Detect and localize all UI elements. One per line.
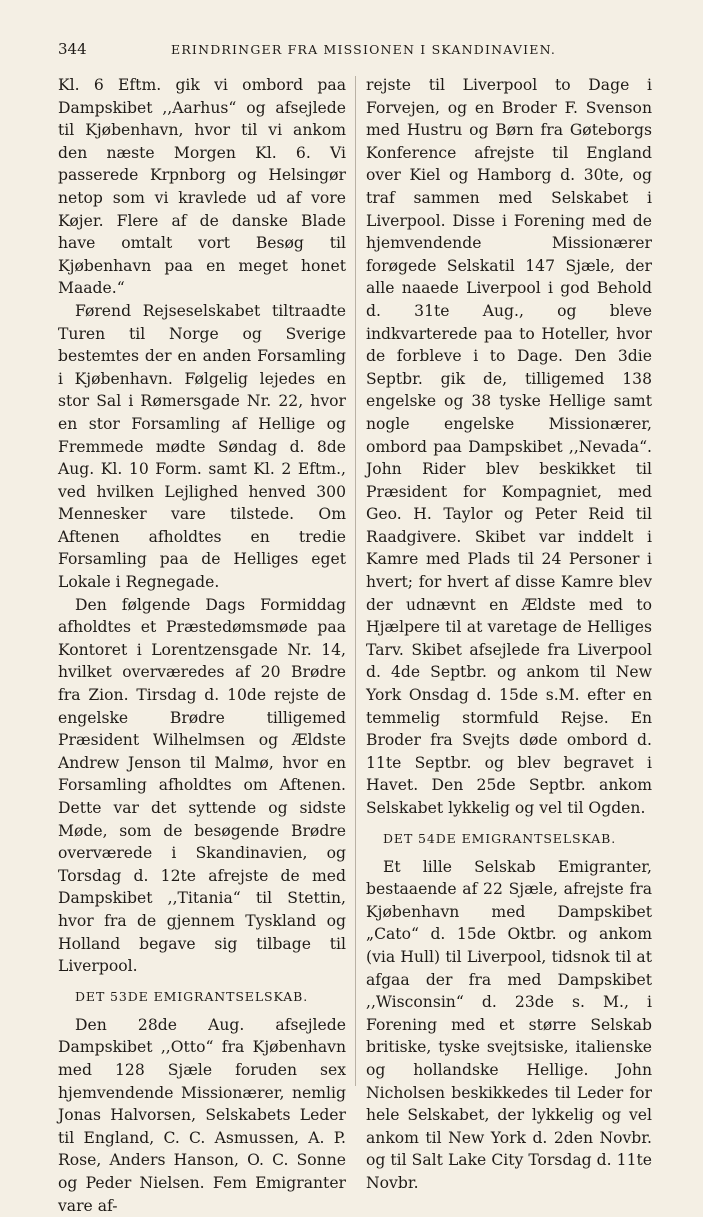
paragraph: Den 28de Aug. afsejlede Dampskibet ,,Otto“ fra Kjøbenhavn med 128 Sjæle foruden sex hjemvendende Missionærer, nemlig Jonas Halvorsen, Selskabets Leder til England, C. C. Asmussen, A. P. Rose, Anders Hanson, O. C. Sonne og Peder Nielsen. Fem Emigranter vare af- (58, 1015, 346, 1215)
paragraph: Den følgende Dags Formiddag afholdtes et Præstedømsmøde paa Kontoret i Lorentzensgade Nr. 14, hvilket overværedes af 20 Brødre fra Zion. Tirsdag d. 10de rejste de engelske Brødre tilligemed Præsident Wilhelmsen og Ældste Andrew Jenson til Malmø, hvor en Forsamling afholdtes om Aftenen. Dette var det syttende og sidste Møde, som de besøgende Brødre overværede i Skandinavien, og Torsdag d. 12te afrejste de med Dampskibet ,,Titania“ til Stettin, hvor fra de gjennem Tyskland og Holland begave sig tilbage til Liverpool. (58, 595, 346, 976)
running-title: ERINDRINGER FRA MISSIONEN I SKANDINAVIEN. (171, 42, 557, 57)
column-divider (355, 76, 356, 1086)
paragraph: Kl. 6 Eftm. gik vi ombord paa Dampskibet ,,Aarhus“ og afsejlede til Kjøbenhavn, hvor til vi ankom den næste Morgen Kl. 6. Vi passerede Krpnborg og Helsingør netop som vi kravlede ud af vore Køjer. Flere af de danske Blade have omtalt vort Besøg til Kjøbenhavn paa en meget honet Maade.“ (58, 76, 346, 298)
section-heading: DET 53DE EMIGRANTSELSKAB. (75, 988, 309, 1004)
section-heading: DET 54DE EMIGRANTSELSKAB. (383, 830, 617, 846)
paragraph: Et lille Selskab Emigranter, bestaaende af 22 Sjæle, afrejste fra Kjøbenhavn med Dampskibet „Cato“ d. 15de Oktbr. og ankom (via Hull) til Liverpool, tidsnok til at afgaa der fra med Dampskibet ,,Wisconsin“ d. 23de s. M., i Forening med et større Selskab britiske, tyske svejtsiske, italienske og hollandske Hellige. John Nicholsen beskikkedes til Leder for hele Selskabet, der lykkelig og vel ankom til New York d. 2den Novbr. og til Salt Lake City Torsdag d. 11te Novbr. (366, 857, 652, 1192)
right-column (366, 74, 652, 1195)
paragraph: rejste til Liverpool to Dage i Forvejen, og en Broder F. Svenson med Hustru og Børn fra Gøteborgs Konference afrejste til England over Kiel og Hamborg d. 30te, og traf sammen med Selskabet i Liverpool. Disse i Forening med de hjemvendende Missionærer forøgede Selskatil 147 Sjæle, der alle naaede Liverpool i god Behold d. 31te Aug., og bleve indkvarterede paa to Hoteller, hvor de forbleve i to Dage. Den 3die Septbr. gik de, tilligemed 138 engelske og 38 tyske Hellige samt nogle engelske Missionærer, ombord paa Dampskibet ,,Nevada“. John Rider blev beskikket til Præsident for Kompagniet, med Geo. H. Taylor og Peter Reid til Raadgivere. Skibet var inddelt i Kamre med Plads til 24 Personer i hvert; for hvert af disse Kamre blev der udnævnt en Ældste med to Hjælpere til at varetage de Helliges Tarv. Skibet afsejlede fra Liverpool d. 4de Septbr. og ankom til New York Onsdag d. 15de s.M. efter en temmelig stormfuld Rejse. En Broder fra Svejts døde ombord d. 11te Septbr. og blev begravet i Havet. Den 25de Septbr. ankom Selskabet lykkelig og vel til Ogden. (366, 76, 652, 817)
left-column (58, 74, 346, 1217)
page-number: 344 (58, 40, 87, 58)
page-header (0, 36, 703, 62)
paragraph: Førend Rejseselskabet tiltraadte Turen til Norge og Sverige bestemtes der en anden Forsamling i Kjøbenhavn. Følgelig lejedes en stor Sal i Rømersgade Nr. 22, hvor en stor Forsamling af Hellige og Fremmede mødte Søndag d. 8de Aug. Kl. 10 Form. samt Kl. 2 Eftm., ved hvilken Lejlighed henved 300 Mennesker vare tilstede. Om Aftenen afholdtes en tredie Forsamling paa de Helliges eget Lokale i Regnegade. (58, 301, 346, 592)
